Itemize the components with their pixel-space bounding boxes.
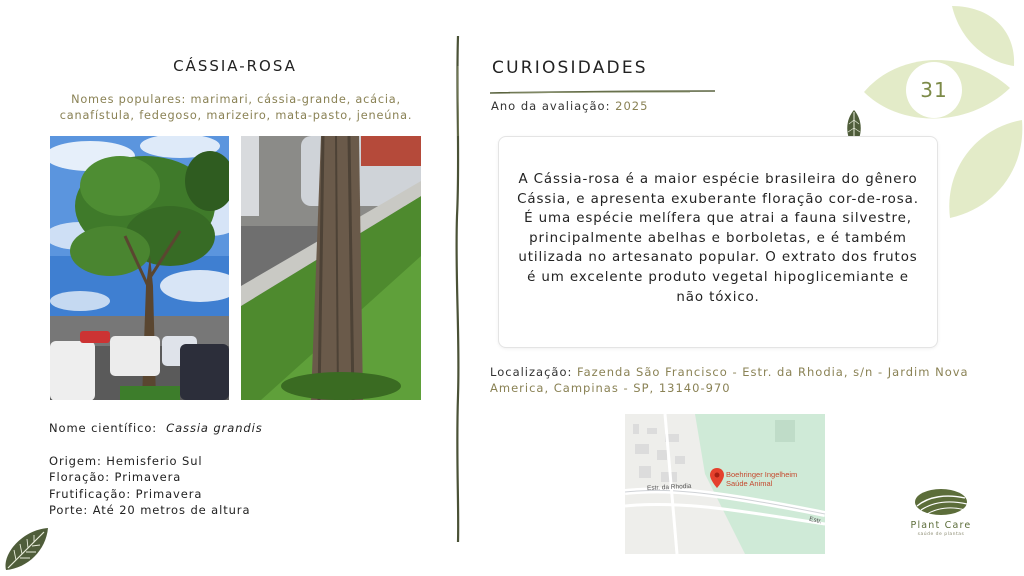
scientific-label: Nome científico:: [49, 421, 158, 435]
map-place-line1: Boehringer Ingelheim: [726, 470, 798, 479]
scientific-value: Cassia grandis: [166, 421, 263, 435]
curiosity-description: A Cássia-rosa é a maior espécie brasileira do gênero Cássia, e apresenta exuberante floração cor-de-rosa. É uma espécie melífera que atrai a fauna silvestre, principalmente abelhas e borboletas, e é também utilizada no artesanato popular. O extrato dos frutos é um excelente produto vegetal hipoglicemiante e não tóxico.: [517, 172, 919, 305]
tree-photo-sky: [50, 136, 229, 400]
map-pin-icon: [710, 468, 724, 488]
brand-logo-icon: [913, 488, 969, 518]
fruiting-text: Frutificação: Primavera: [49, 487, 203, 501]
brand-tagline: saúde de plantas: [917, 532, 965, 537]
curiosities-title: CURIOSIDADES: [492, 58, 648, 78]
page-number: 31: [906, 62, 962, 118]
location-label: Localização:: [490, 365, 573, 379]
origin-text: Origem: Hemisferio Sul: [49, 454, 203, 468]
location: [490, 365, 980, 396]
year-label: Ano da avaliação:: [491, 99, 611, 113]
scientific-name: [49, 421, 263, 435]
year-value: 2025: [615, 99, 649, 113]
map-road-label: Estr. da Rhodia: [646, 482, 692, 493]
title-underline: [490, 80, 715, 86]
popular-names: Nomes populares: marimari, cássia-grande, acácia, canafístula, fedegoso, marizeiro, mata-pasto, jeneúna.: [59, 93, 413, 122]
map-road-label-2: Estr.: [808, 515, 823, 526]
column-divider: [452, 36, 464, 542]
map-place-label: [726, 470, 797, 488]
map-place-line2: Saúde Animal: [726, 479, 773, 488]
tree-trunk-photo: [241, 136, 421, 400]
location-value: Fazenda São Francisco - Estr. da Rhodia, s/n - Jardim Nova America, Campinas - SP, 13140-970: [490, 365, 969, 395]
size-text: Porte: Até 20 metros de altura: [49, 503, 251, 517]
species-title: CÁSSIA-ROSA: [173, 57, 297, 75]
flowering-text: Floração: Primavera: [49, 470, 182, 484]
leaf-icon: [2, 526, 50, 572]
brand-name: Plant Care: [910, 520, 972, 531]
evaluation-year: [491, 99, 648, 113]
location-map[interactable]: [625, 414, 825, 554]
